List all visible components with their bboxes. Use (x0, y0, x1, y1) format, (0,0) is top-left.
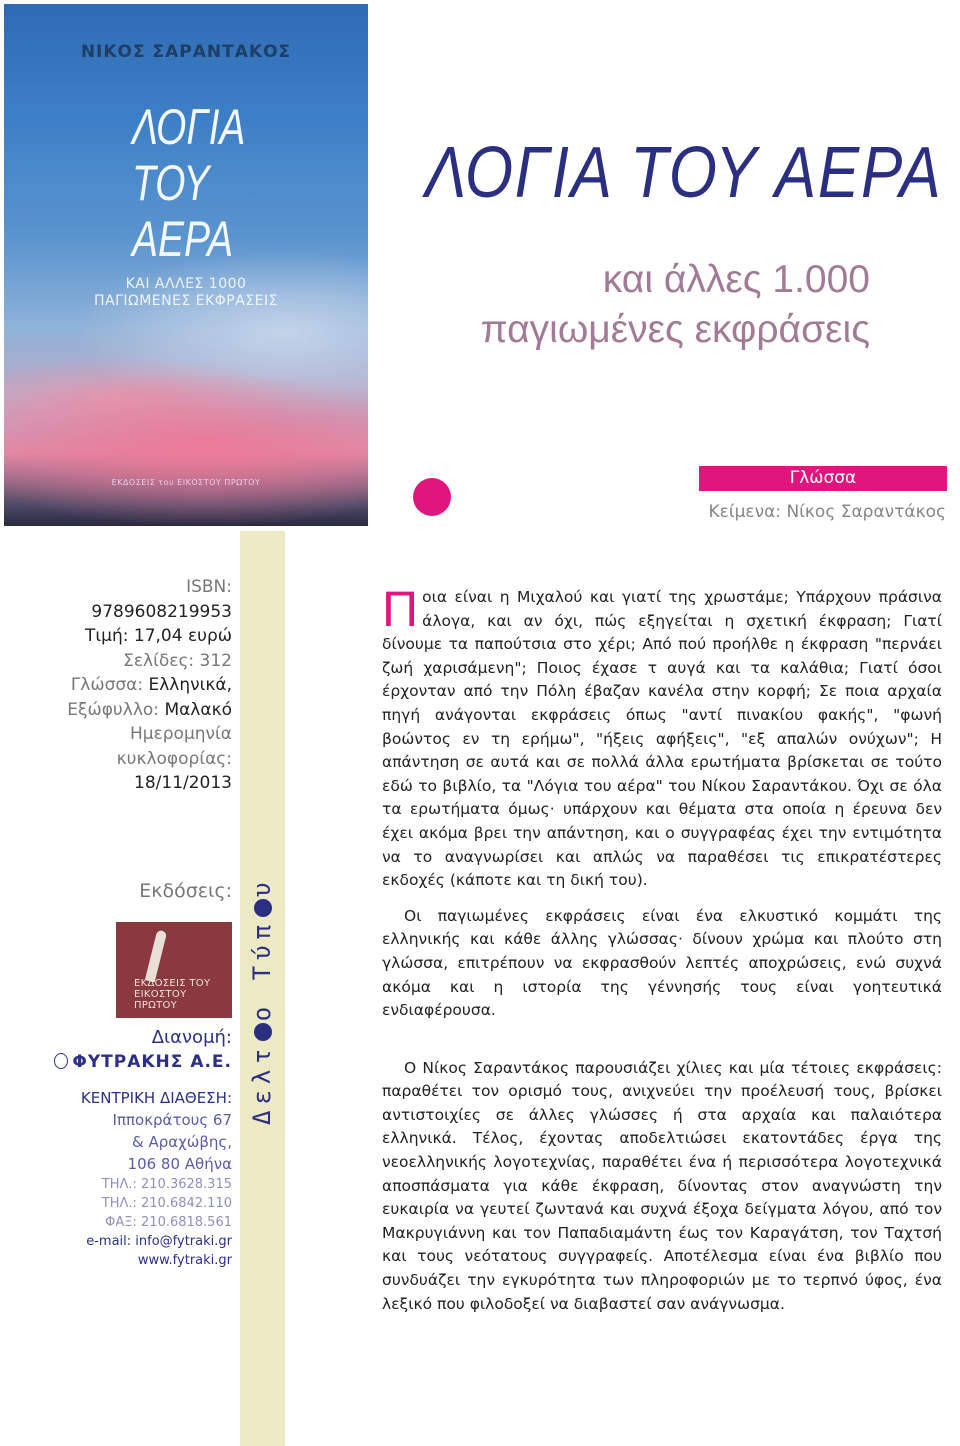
subtitle-line: και άλλες 1.000 (602, 258, 870, 301)
cover-type (40, 698, 232, 723)
distribution-info (40, 1026, 232, 1270)
flower-icon (254, 899, 272, 917)
website-link[interactable]: www.fytraki.gr (137, 1253, 232, 1268)
paragraph: Οι παγιωμένες εκφράσεις είναι ένα ελκυστικό κομμάτι της ελληνικής και κάθε άλλης γλώσσας· δίνουν χρώμα και πλούτο στη γλώσσα, επιτρέπουν να εκφρασθούν λεπτές αποχρώσεις, ενώ συχνά ακόμα και η ιστορία της γέννησής τους είναι γοητευτικά ενδιαφέρουσα. (382, 906, 942, 1020)
publisher-logo-text: ΕΚΔΟΣΕΙΣ ΤΟΥ ΕΙΚΟΣΤΟΥ ΠΡΩΤΟΥ (134, 978, 211, 1011)
category-banner (699, 466, 947, 491)
press-release-label (240, 825, 285, 1125)
book-info (40, 575, 232, 902)
article-body (382, 581, 942, 1316)
cover-subtitle-line: ΠΑΓΙΩΜΕΝΕΣ ΕΚΦΡΑΣΕΙΣ (93, 293, 278, 309)
page-subtitle (440, 255, 870, 355)
address-line: Ιπποκράτους 67 (112, 1111, 232, 1129)
cover-title-line: ΛΟΓΙΑ (132, 99, 246, 155)
flower-icon (254, 1023, 272, 1041)
author-credit: Κείμενα: Νίκος Σαραντάκος (708, 502, 946, 522)
distributor-name: ΦΥΤΡΑΚΗΣ Α.Ε. (72, 1052, 232, 1072)
cover-title-line: ΑΕΡΑ (132, 211, 234, 267)
release-date: 18/11/2013 (134, 773, 232, 793)
price: Τιμή: 17,04 ευρώ (85, 626, 232, 646)
cover-publisher: ΕΚΔΟΣΕΙΣ του ΕΙΚΟΣΤΟΥ ΠΡΩΤΟΥ (111, 478, 261, 487)
publisher-logo (116, 922, 232, 1018)
distribution-label: Διανομή: (151, 1027, 232, 1048)
sidebar-text: υ (248, 876, 276, 897)
distributor-logo-icon (54, 1053, 68, 1069)
cover-author: ΝΙΚΟΣ ΣΑΡΑΝΤΑΚΟΣ (80, 42, 292, 62)
category-label: Γλώσσα (789, 468, 857, 488)
cover-subtitle-line: ΚΑΙ ΑΛΛΕΣ 1000 (125, 276, 247, 292)
address-line: 106 80 Αθήνα (127, 1155, 232, 1173)
cover-title (132, 99, 246, 267)
language (40, 673, 232, 698)
central-distribution-label: ΚΕΝΤΡΙΚΗ ΔΙΑΘΕΣΗ: (80, 1089, 232, 1107)
book-cover-image (4, 4, 368, 526)
address-line: & Αραχώβης, (131, 1133, 232, 1151)
language-label: Γλώσσα: (70, 675, 149, 695)
paragraph (382, 581, 942, 893)
date-label: Ημερομηνία (129, 724, 232, 744)
distributor (40, 1050, 232, 1074)
paragraph-text: οια είναι η Μιχαλού και γιατί της χρωστάμε; Υπάρχουν πράσινα άλογα, και αν όχι, πώς εξηγείται η σχετική έκφραση; Γιατί δίνουμε τα παπούτσια στο χέρι; Από πού προήλθε η έκφραση "περνάει ζωή χαρισάμενη"; Ποιος έχασε τ αυγά και τα καλάθια; Γιατί όσοι έρχονταν από την Πόλη έβαζαν κανέλα στην κορφή; Σε ποια αρχαία πηγή ανάγονται εκφράσεις όπως "αντί πινακίου φακής", "φωνή βοώντος εν τη ερήμω", "ήξεις αφήξεις", "εξ απαλών ονύχων"; Η απάντηση σε αυτά και σε πολλά άλλα ερωτήματα βρίσκεται σε τούτο εδώ το βιβλίο, τα "Λόγια του αέρα" του Νίκου Σαραντάκου. Όχι σε όλα τα ερωτήματα όμως· υπάρχουν και θέματα στα οποία η έρευνα δεν έχει ακόμα βρει την απάντηση, και ο συγγραφέας έχει την εντιμότητα να το αναγνωρίσει και απλώς να παραθέσει τις επικρατέστερες εκδοχές (κάποτε και τη δική του). (382, 588, 942, 890)
sidebar-text: ο Τύπ (248, 918, 276, 1022)
fax: ΦΑΞ: 210.6818.561 (105, 1215, 232, 1230)
phone-2: ΤΗΛ.: 210.6842.110 (101, 1196, 232, 1211)
isbn-value: 9789608219953 (91, 601, 232, 622)
decorative-dot-icon (413, 478, 451, 516)
sidebar-text: Δελτ (248, 1043, 276, 1125)
phone-1: ΤΗΛ.: 210.3628.315 (101, 1177, 232, 1192)
date-label: κυκλοφορίας: (116, 748, 232, 769)
language-value: Ελληνικά, (148, 675, 232, 695)
publisher-label: Εκδόσεις: (139, 879, 232, 902)
email-link[interactable]: e-mail: info@fytraki.gr (86, 1234, 232, 1249)
cover-type-label: Εξώφυλλο: (67, 699, 165, 720)
cover-title-line: ΤΟΥ (132, 155, 210, 211)
page-count: Σελίδες: 312 (123, 650, 232, 671)
subtitle-line: παγιωμένες εκφράσεις (480, 308, 870, 351)
page-title: ΛΟΓΙΑ ΤΟΥ ΑΕΡΑ (425, 133, 943, 213)
paragraph: Ο Νίκος Σαραντάκος παρουσιάζει χίλιες και μία τέτοιες εκφράσεις: παραθέτει τον ορισμό τους, ανιχνεύει την προέλευσή τους, βρίσκει αντιστοιχίες σε άλλες γλώσσες ή στα αρχαία και παλαιότερα ελληνικά. Τέλος, έχοντας αποδελτιώσει εκατοντάδες έργα της νεοελληνικής λογοτεχνίας, παραθέτει ένα ή περισσότερα λογοτεχνικά αποσπάσματα για κάθε έκφραση, δίνοντας στον αναγνώστη την ευκαιρία να γευτεί ζωντανά και συχνά έξοχα δείγματα λόγου, από τον Μακρυγιάννη και τον Παπαδιαμάντη έως τον Καραγάτση, τον Ταχτσή και τους νεότατους συγγραφείς. Αποτέλεσμα είναι ένα βιβλίο που συνδυάζει την εγκυρότητα των πληροφοριών με το τερπνό ύφος, ένα λεξικό που φιλοδοξεί να διαβαστεί σαν ανάγνωσμα. (382, 1058, 942, 1313)
cover-type-value: Μαλακό (164, 699, 232, 720)
drop-cap: Π (382, 581, 419, 637)
cover-subtitle (4, 276, 368, 310)
isbn-label: ISBN: (186, 577, 232, 597)
feather-icon (145, 930, 167, 983)
